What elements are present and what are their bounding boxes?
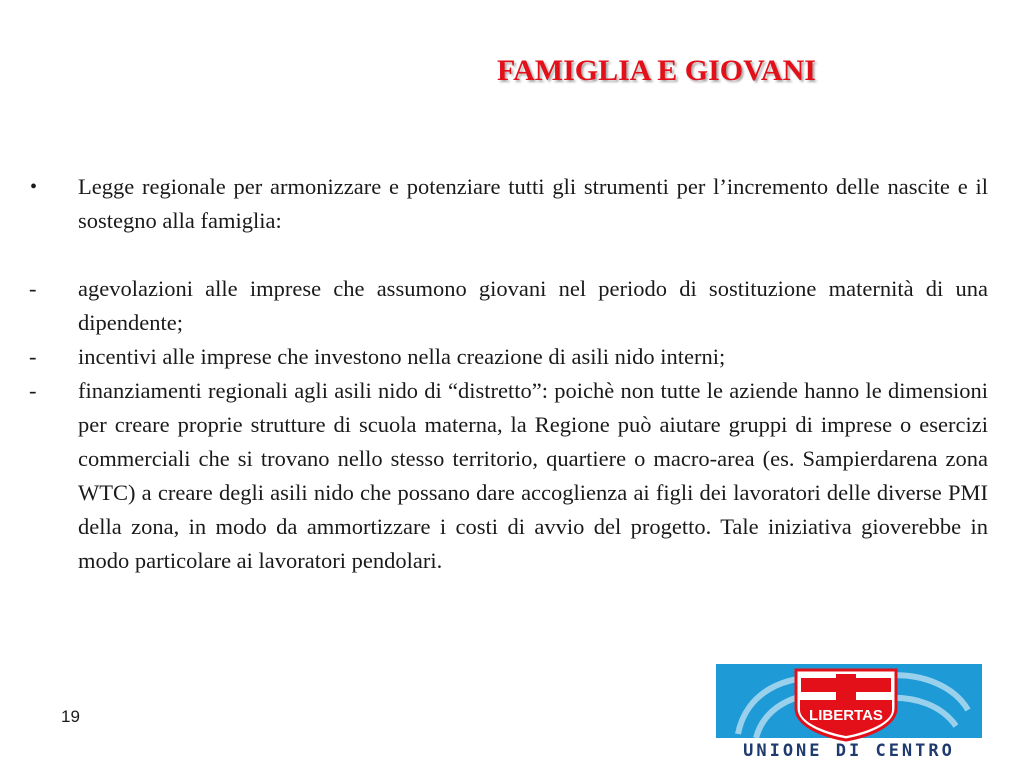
logo-caption: UNIONE DI CENTRO [743, 741, 955, 760]
list-item-text: agevolazioni alle imprese che assumono giovani nel periodo di sostituzione maternità di una dipendente; [78, 276, 988, 335]
logo-shield [796, 670, 896, 740]
libertas-udc-logo [716, 664, 984, 760]
dash-marker: - [29, 276, 37, 301]
list-item-text: incentivi alle imprese che investono nella creazione di asili nido interni; [78, 344, 726, 369]
dash-marker: - [29, 344, 37, 369]
page-number: 19 [61, 707, 80, 726]
paragraph-gap [28, 238, 988, 272]
logo-shield-text: LIBERTAS [809, 707, 883, 724]
list-item-text: finanziamenti regionali agli asili nido di “distretto”: poichè non tutte le aziende hanno le dimensioni per creare proprie strutture di scuola materna, la Regione può aiutare gruppi di imprese o esercizi commerciali che si trovano nello stesso territorio, quartiere o macro-area (es. Sampierdarena zona WTC) a creare degli asili nido che possano dare accoglienza ai figli dei lavoratori delle diverse PMI della zona, in modo da ammortizzare i costi di avvio del progetto. Tale iniziativa gioverebbe in modo particolare ai lavoratori pendolari. [78, 378, 988, 573]
intro-paragraph [28, 170, 988, 238]
intro-text: Legge regionale per armonizzare e potenziare tutti gli strumenti per l’incremento delle nascite e il sostegno alla famiglia: [78, 174, 988, 233]
slide-title: FAMIGLIA E GIOVANI [497, 54, 816, 87]
list-item [28, 374, 988, 578]
bullet-marker: • [30, 176, 38, 198]
slide-body [28, 170, 988, 578]
list-item [28, 340, 988, 374]
list-item [28, 272, 988, 340]
dash-marker: - [29, 378, 37, 403]
